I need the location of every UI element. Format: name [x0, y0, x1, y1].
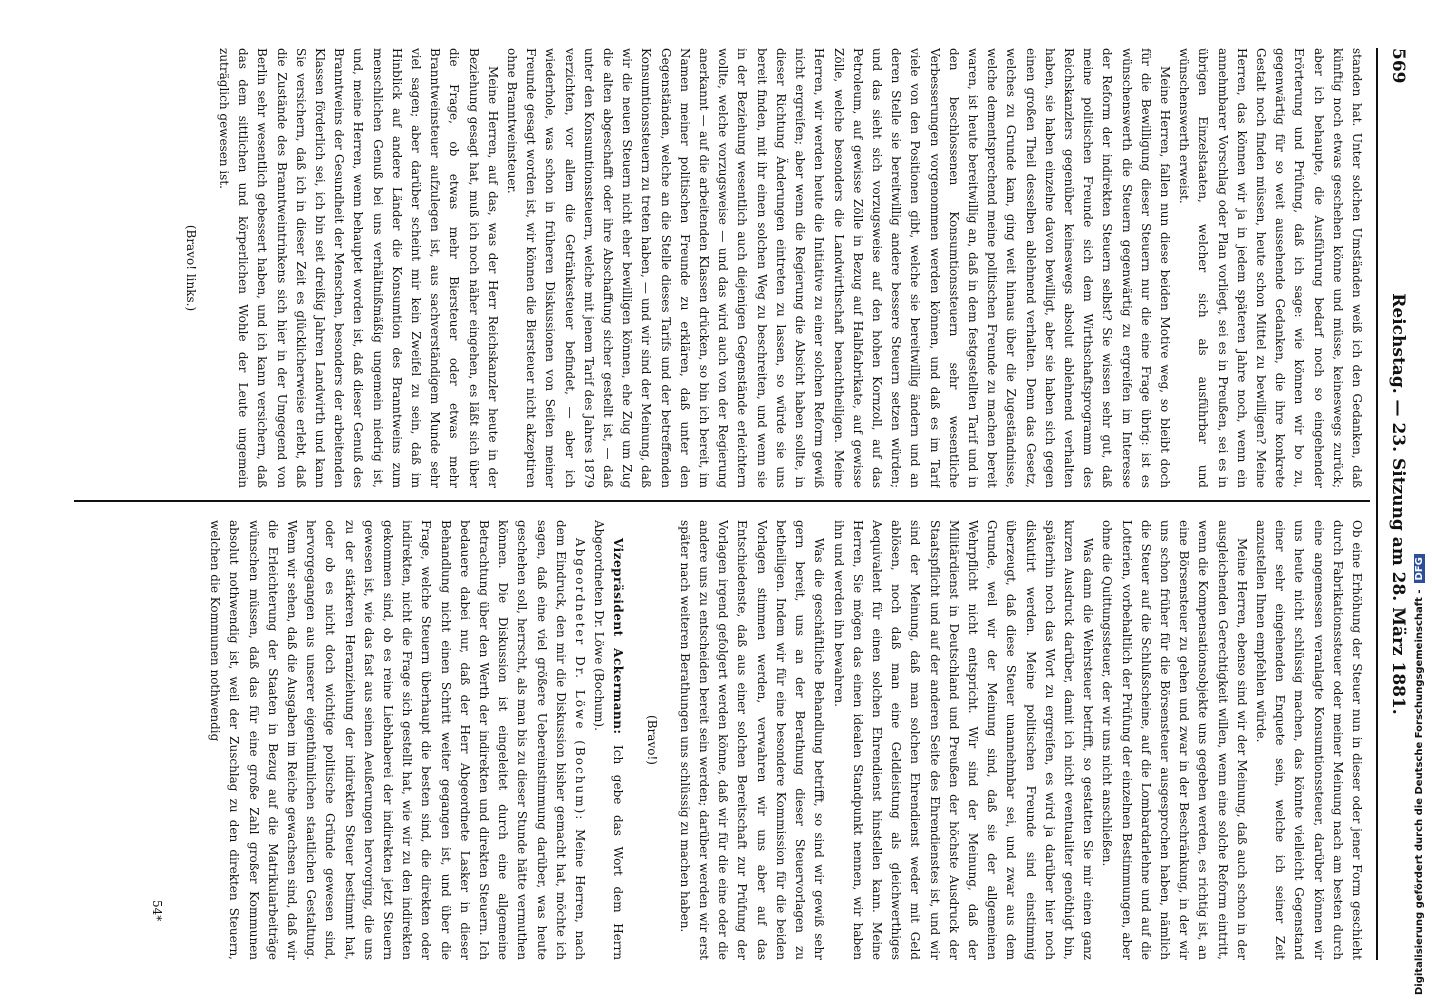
- paragraph: Was dann die Wehrsteuer betrifft, so gestatten Sie mir einen ganz kurzen Ausdruck darüber, damit ich nicht eventualiter genöthigt bin, späterhin noch das Wort zu ergreifen, es wird ja darüber hier noch diskutirt werden. Meine politischen Freunde sind einstimmig überzeugt, daß diese Steuer unannehmbar sei, und zwar aus dem Grunde, weil wir der Meinung sind, daß sie der allgemeinen Wehrpflicht nicht entspricht. Wir sind der Meinung, daß der Militärdienst in Deutschland und Preußen der höchste Ausdruck der Staatspflicht und auf der anderen Seite des Ehrendienstes ist, und wir sind der Meinung, daß man solchen Ehrendienst weder mit Geld ablösen, noch daß man eine Geldleistung als gleichwerthiges Aequivalent für einen solchen Ehrendienst hinstellen kann. Meine Herren, Sie mögen das einen idealen Standpunkt nennen, wir haben ihn und werden ihn bewahren.: [831, 520, 1096, 960]
- digitization-notice: [1414, 554, 1425, 995]
- page-number: 569: [1388, 48, 1408, 84]
- speaker-label: Vizepräsident Ackermann:: [611, 538, 626, 735]
- paragraph: Meine Herren, fallen nun diese beiden Motive weg, so bleibt doch für die Bewilligung dieser Steuern nur die eine Frage übrig: ist es wünschenswerth die Steuern gegenwärtig zu ergreifen im Interesse der Reform der indirekten Steuern selbst? Sie wissen sehr gut, daß meine politischen Freunde sich dem Wirthschaftsprogramm des Reichskanzlers gegenüber keineswegs absolut ablehnend verhalten haben, sie haben einzelne davon bewilligt, aber sie haben sich gegen einen großen Theil desselben ablehnend verhalten. Denn das Gesetz, welches zu Grunde kam, ging weit hinaus über die Zugeständnisse, welche dementsprechend meine politischen Freunde zu machen bereit waren, ist heute bereitwillig an, daß in dem festgestellten Tarif und in den beschlossenen Konsumtionssteuern sehr wesentliche Verbesserungen vorgenommen werden können, und daß es im Tarif viele von den Positionen gibt, welche sie bereitwillig ändern und an deren Stelle sie bereitwillig andere bessere Steuern setzen würden; und das sieht sich vorzugsweise auf den hohen Kornzoll, auf das Petroleum, auf gewisse Zölle in Bezug auf Halbfabrikate, auf gewisse Zölle, welche besonders die Landwirthschaft benachtheiligen. Meine Herren, wir werden heute die Initiative zu einer solchen Reform gewiß nicht ergreifen; aber wenn die Regierung die Absicht haben sollte, in dieser Richtung Änderungen eintreten zu lassen, so würde sie uns bereit finden, mit ihr einen solchen Weg zu beschreiten, und wenn sie in der Beziehung wesentlich auch diejenigen Gegenstände erleichtern wollte, welche vorzugsweise — und das wird auch von der Regierung anerkannt — auf die arbeitenden Klassen drücken, so bin ich bereit, im Namen meiner politischen Freunde zu erklären, daß unter den Gegenständen, welche an die Stelle dieses Tarifs und der betreffenden Konsumtionssteuern zu treten haben, — und wir sind der Meinung, daß wir die neuen Steuern nicht eher bewilligen können, ehe Zug um Zug die alten abgeschafft oder ihre Abschaffung sicher gestellt ist, — daß unter den Konsumtionssteuern, welche mit jenem Tarif des Jahres 1879 verzichten, vor allem die Getränkesteuer befindet, — aber ich wiederhole, was schon in früheren Diskussionen von Seiten meiner Freunde gesagt worden ist, wir können die Biersteuer nicht akzeptiren ohne Branntweinsteuer.: [505, 48, 1172, 488]
- paragraph: Meine Herren, auf das, was der Herr Reichskanzler heute in der Beziehung gesagt hat, muß ich noch näher eingehen, es läßt sich über die Frage, ob etwas mehr Biersteuer oder etwas mehr Branntweinsteuer aufzulegen ist, aus sachverständigem Munde sehr viel sagen; aber darüber scheint mir kein Zweifel zu sein, daß im Hinblick auf andere Länder die Konsumtion des Branntweins zum menschlichen Genuß bei uns verhältnißmäßig ungemein niedrig ist, und, meine Herren, wenn behauptet worden ist, daß dieser Genuß des Branntweins der Gesundheit der Menschen, besonders der arbeitenden Klassen förderlich sei, ich bin seit dreißig Jahren Landwirth und kann Sie versichern, daß ich in dieser Zeit es glücklicherweise erlebt, daß die Zustände des Branntweintrinkens sich hier in der Umgegend von Berlin sehr wesentlich gebessert haben, und ich kann versichern, daß das dem sittlichen und körperlichen Wohle der Leute ungemein zuträglich gewesen ist.: [217, 48, 500, 488]
- notice-text: Digitalisierung gefördert durch die Deutsche Forschungsgemeinschaft -: [1414, 589, 1425, 995]
- speaker-label: Abgeordneter Dr. Löwe (Bochum):: [573, 538, 588, 822]
- paragraph: Was die geschäftliche Behandlung betrifft, so sind wir gewiß sehr gern bereit, uns an der Berathung dieser Steuervorlagen zu betheiligen. Indem wir für eine besondere Kommission für die beiden Vorlagen stimmen werden, verwahren wir uns aber auf das Entschiedenste, daß aus einer solchen Bereitschaft zur Prüfung der Vorlagen irgend gefolgert werden könne, daß wir für die eine oder die andere uns zu entscheiden bereit sein werden; darüber werden wir erst später nach weiteren Berathungen uns schlüssig zu machen haben.: [677, 520, 827, 960]
- paragraph: Meine Herren, ebenso sind wir der Meinung, daß auch schon in der ausgleichenden Gerechtigkeit willen, wenn eine solche Reform eintritt, wenn die Kompensationsobjekte uns gegeben werden, es richtig ist, an eine Börsensteuer zu gehen und zwar in der Beschränkung, in der wir uns schon früher für die Börsensteuer ausgesprochen haben, nämlich die Steuer auf die Schlußscheine, auf die Lombardarlehne und auf die Lotterien, vorbehaltlich der Prüfung der einzelnen Bestimmungen, aber ohne die Quittungssteuer, der wir uns nicht anschließen.: [1100, 520, 1249, 960]
- page-header: [1382, 48, 1412, 960]
- speech-text: Meine Herren, nach dem Eindruck, den mir die Diskussion bisher gemacht hat, möchte ich sagen, daß eine viel größere Uebereinstimmung darüber, was heute geschehen soll, herrscht, als man bis zu dieser Stunde hätte vermuthen können. Die Diskussion ist eingeleitet durch eine allgemeine Betrachtung über den Werth der indirekten und direkten Steuern. Ich bedauere dabei nur, daß der Herr Abgeordnete Lasker in dieser Behandlung nicht einen Schritt weiter gegangen ist, und über die Frage, welche Steuern überhaupt die besten sind, die direkten oder indirekten, nicht die Frage sich gestellt hat, wie wir zu den indirekten gekommen sind, ob es reine Liebhaberei der indirekten jetzt Steuern gewesen ist, wie das fast aus seinen Aeußerungen hervorging, die uns zu der stärkeren Heranziehung der indirekten Steuer bestimmt hat, oder ob es nicht doch wichtige politische Gründe gewesen sind, hervorgegangen aus unserer eigenthümlichen staatlichen Gestaltung. Wenn wir sehen, daß die Ausgaben im Reiche gewachsen sind, daß wir die Erleichterung der Staaten in Bezug auf die Matrikularbeiträge wünschen müssen, daß das für eine große Zahl großer Kommunen absolut nothwendig ist, weil der Zuschlag zu den direkten Steuern, welchen die Kommunen nothwendig: [208, 520, 588, 960]
- header-rule: [1376, 48, 1378, 960]
- column-divider: [74, 500, 1370, 502]
- right-column: [66, 520, 1366, 960]
- paragraph: Ob eine Erhöhung der Steuer nun in dieser oder jener Form geschieht durch Fabrikationssteuer oder meiner Meinung nach am besten durch eine angemessen veranlagte Konsumtionssteuer, darüber können wir uns heute nicht schlüssig machen, das könnte vielleicht Gegenstand einer sehr eingehenden Enquete sein, welche ich seiner Zeit anzustellen Ihnen empfehlen würde.: [1253, 520, 1364, 960]
- left-column: [66, 48, 1366, 488]
- applause-note: (Bravo!): [644, 715, 659, 765]
- running-title: Reichstag. — 23. Sitzung am 28. März 1881.: [1388, 293, 1408, 715]
- president-statement: [589, 520, 627, 960]
- paragraph: standen hat. Unter solchen Umständen weiß ich den Gedanken, daß künftig noch etwas geschehen könne und müsse, keineswegs zurück; aber ich behaupte, die Ausführung bedarf noch so eingehender Erörterung und Prüfung, daß ich sage: wie können wir bo zu, gegenwärtig für so weit aussehende Gedanken, die ihre konkrete Gestalt noch finden müssen, heute schon Mittel zu bewilligen? Meine Herren, das können wir ja in jedem späteren Jahre noch, wenn ein annehmbarer Vorschlag oder Plan vorliegt, sei es in Preußen, sei es in übrigen Einzelstaaten, welcher sich als ausführbar und wünschenswerth erweist.: [1177, 48, 1364, 488]
- statement-text: Ich gebe das Wort dem Herrn Abgeordneten Dr. Löwe (Bochum).: [592, 520, 626, 960]
- applause-note: (Bravo! links.): [183, 224, 198, 312]
- dfg-logo: DFG: [1414, 554, 1425, 583]
- speech: [205, 520, 589, 960]
- signature-mark: 54*: [150, 900, 164, 922]
